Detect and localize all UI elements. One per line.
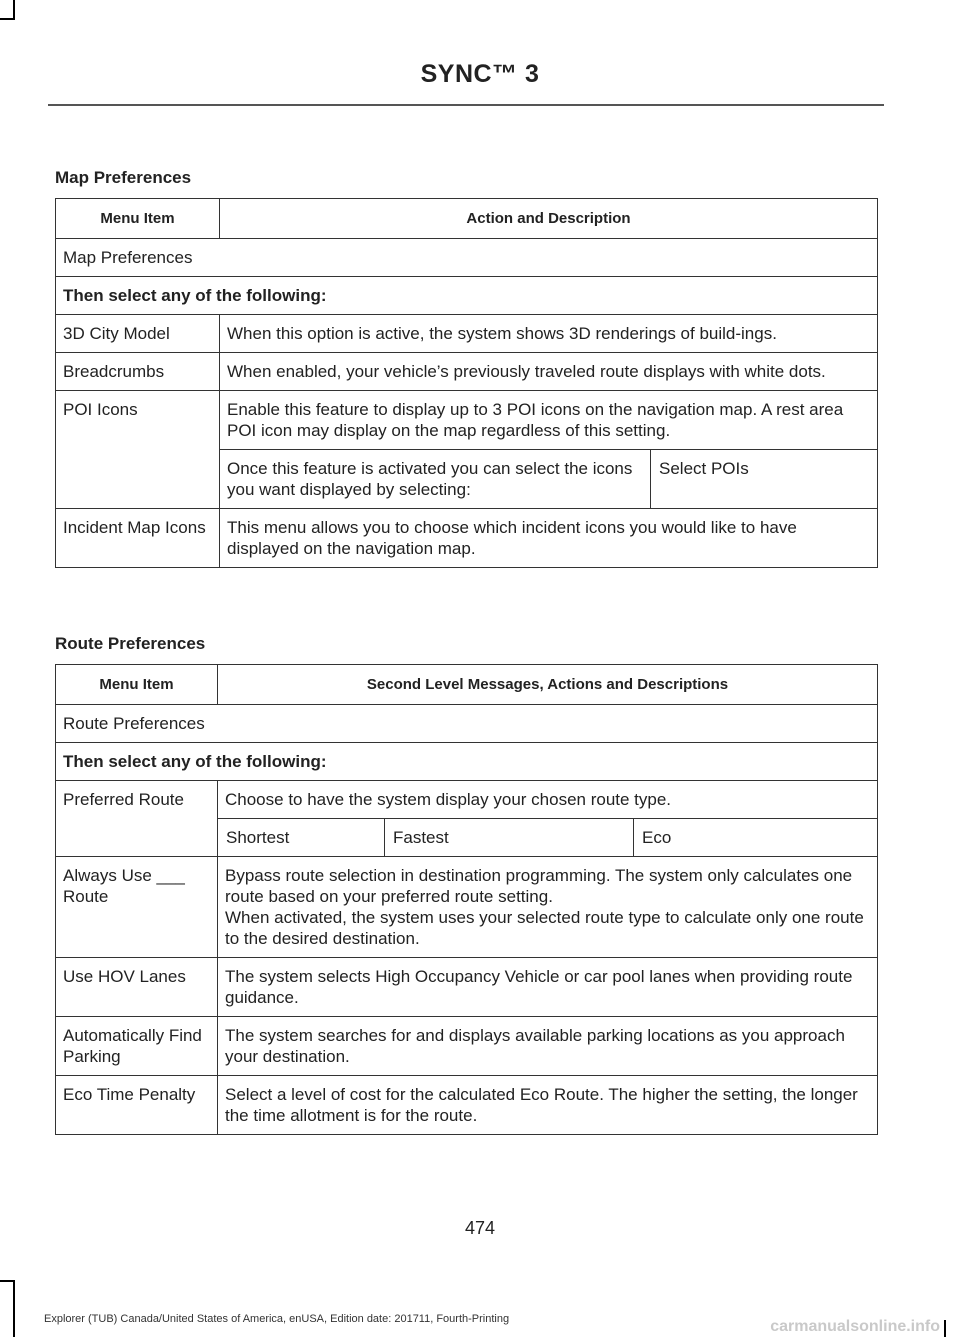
table-header-row [56,199,878,239]
column-header-action: Action and Description [220,199,878,239]
description-text: When activated, the system uses your selected route type to calculate only one route to the desired destination. [225,908,864,948]
table-row [56,743,878,781]
footer-edition-text: Explorer (TUB) Canada/United States of America, enUSA, Edition date: 201711, Fourth-Printing [44,1313,510,1325]
column-header-action: Second Level Messages, Actions and Descriptions [218,665,878,705]
page-header-title: SYNC™ 3 [420,60,540,88]
map-preferences-table [55,198,878,568]
menu-item-cell: POI Icons [56,391,220,509]
column-header-menu-item: Menu Item [56,199,220,239]
table-row [56,509,878,568]
menu-item-cell: Incident Map Icons [56,509,220,568]
description-cell: When enabled, your vehicle’s previously traveled route displays with white dots. [220,353,878,391]
menu-path-cell: Map Preferences [56,239,878,277]
header-rule [48,104,884,106]
menu-item-cell: Always Use ___ Route [56,857,218,958]
description-cell [218,857,878,958]
description-text: Bypass route selection in destination programming. The system only calculates one route based on your preferred route setting. [225,866,853,906]
table-row [56,781,878,819]
menu-item-cell: 3D City Model [56,315,220,353]
crop-mark [13,1280,15,1337]
page-number: 474 [464,1218,496,1238]
description-cell: The system searches for and displays available parking locations as you approach your destination. [218,1017,878,1076]
crop-mark [944,1320,946,1337]
description-cell: Enable this feature to display up to 3 POI icons on the navigation map. A rest area POI icon may display on the map regardless of this setting. [220,391,878,450]
sub-action-cell: Select POIs [659,459,749,478]
sub-table-cell [218,819,878,857]
route-option-shortest: Shortest [218,819,385,856]
table-row [56,958,878,1017]
menu-item-cell: Preferred Route [56,781,218,857]
menu-item-cell: Breadcrumbs [56,353,220,391]
description-cell: Choose to have the system display your chosen route type. [218,781,878,819]
menu-item-cell: Automatically Find Parking [56,1017,218,1076]
crop-mark [0,1280,14,1282]
table-row [56,353,878,391]
table-row [56,857,878,958]
crop-mark [13,0,15,20]
table-header-row [56,665,878,705]
column-header-menu-item: Menu Item [56,665,218,705]
table-row [56,1017,878,1076]
description-cell: When this option is active, the system shows 3D renderings of build-ings. [220,315,878,353]
map-preferences-heading: Map Preferences [55,168,192,187]
table-row [56,1076,878,1135]
description-cell: The system selects High Occupancy Vehicle or car pool lanes when providing route guidance. [218,958,878,1017]
table-row [56,315,878,353]
sub-table-cell [220,450,878,509]
menu-path-cell: Route Preferences [56,705,878,743]
sub-description-cell: Once this feature is activated you can select the icons you want displayed by selecting: [220,450,651,508]
instruction-cell: Then select any of the following: [56,743,878,781]
table-row [56,239,878,277]
route-option-fastest: Fastest [385,819,634,856]
menu-item-cell: Eco Time Penalty [56,1076,218,1135]
route-type-sub-table [218,819,877,856]
menu-item-cell: Use HOV Lanes [56,958,218,1017]
instruction-cell: Then select any of the following: [56,277,878,315]
table-row [56,391,878,450]
crop-mark [0,18,14,20]
route-preferences-heading: Route Preferences [55,634,206,653]
route-preferences-table [55,664,878,1135]
description-cell: This menu allows you to choose which incident icons you would like to have displayed on the navigation map. [220,509,878,568]
table-row [56,277,878,315]
table-row [56,705,878,743]
description-cell: Select a level of cost for the calculated Eco Route. The higher the setting, the longer the time allotment is for the route. [218,1076,878,1135]
route-option-eco: Eco [642,828,672,847]
watermark-logo: carmanualsonline.info [770,1318,940,1335]
poi-sub-table [220,450,877,508]
